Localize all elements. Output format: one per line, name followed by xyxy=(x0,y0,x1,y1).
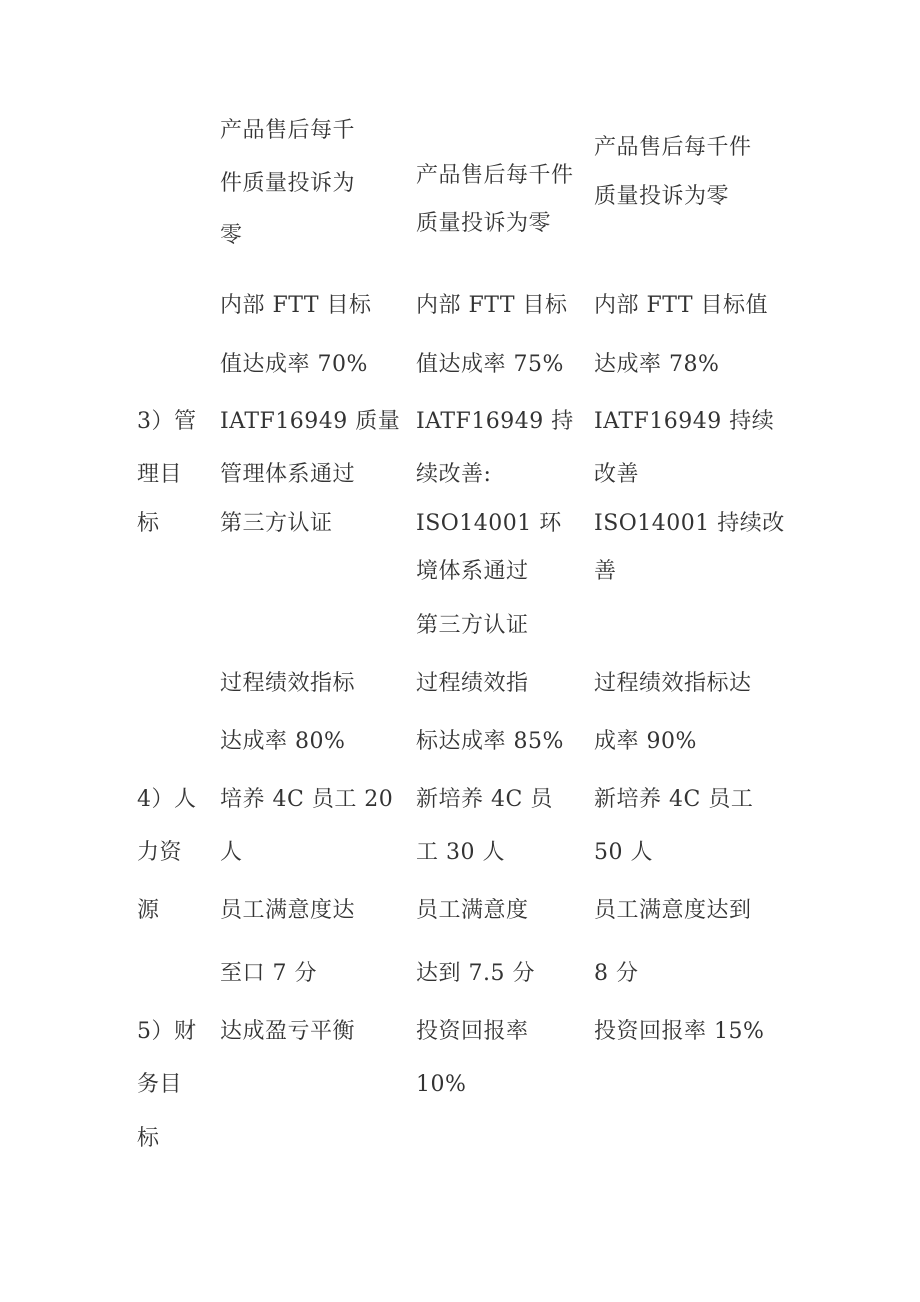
cell-text-line: 管理体系通过 xyxy=(220,462,356,487)
cell-text-line: 新培养 4C 员工 xyxy=(594,787,754,812)
cell-text-line: 50 人 xyxy=(594,840,653,865)
cell-text-line: 值达成率 75% xyxy=(416,352,564,377)
cell-text-line: 续改善: xyxy=(416,462,492,487)
cell-text-line: 内部 FTT 目标 xyxy=(220,293,372,318)
cell-text-line: ISO14001 持续改 xyxy=(594,511,785,536)
cell-text-line: IATF16949 持 xyxy=(416,409,574,434)
row-header-line: 务目 xyxy=(137,1072,183,1097)
cell-text-line: 新培养 4C 员 xyxy=(416,787,553,812)
cell-text-line: 投资回报率 xyxy=(416,1019,529,1044)
cell-text-line: 至口 7 分 xyxy=(220,961,317,986)
cell-text-line: 值达成率 70% xyxy=(220,352,368,377)
cell-text-line: 第三方认证 xyxy=(416,613,529,638)
cell-text-line: 内部 FTT 目标 xyxy=(416,293,568,318)
cell-text-line: 产品售后每千 xyxy=(220,118,356,143)
row-header-line: 标 xyxy=(137,1126,160,1151)
row-header-line: 5）财 xyxy=(137,1019,197,1044)
cell-text-line: 质量投诉为零 xyxy=(416,211,552,236)
cell-text-line: 过程绩效指标达 xyxy=(594,671,752,696)
cell-text-line: ISO14001 环 xyxy=(416,511,562,536)
cell-text-line: 标达成率 85% xyxy=(416,729,564,754)
cell-text-line: 10% xyxy=(416,1072,467,1097)
cell-text-line: 成率 90% xyxy=(594,729,697,754)
cell-text-line: 达成盈亏平衡 xyxy=(220,1019,356,1044)
cell-text-line: 过程绩效指 xyxy=(416,671,529,696)
row-header-line: 理目 xyxy=(137,462,183,487)
row-header-line: 力资 xyxy=(137,840,183,865)
cell-text-line: 达成率 80% xyxy=(220,729,346,754)
cell-text-line: 培养 4C 员工 20 xyxy=(220,787,394,812)
cell-text-line: 第三方认证 xyxy=(220,511,333,536)
row-header-line: 标 xyxy=(137,511,160,536)
row-header-line: 3）管 xyxy=(137,409,197,434)
cell-text-line: 内部 FTT 目标值 xyxy=(594,293,769,318)
cell-text-line: 员工满意度达到 xyxy=(594,898,752,923)
cell-text-line: 人 xyxy=(220,840,243,865)
cell-text-line: IATF16949 质量 xyxy=(220,409,401,434)
cell-text-line: 投资回报率 15% xyxy=(594,1019,765,1044)
cell-text-line: 员工满意度达 xyxy=(220,898,356,923)
cell-text-line: 零 xyxy=(220,223,243,248)
cell-text-line: 产品售后每千件 xyxy=(416,163,574,188)
cell-text-line: 件质量投诉为 xyxy=(220,171,356,196)
cell-text-line: IATF16949 持续 xyxy=(594,409,775,434)
cell-text-line: 工 30 人 xyxy=(416,840,505,865)
cell-text-line: 过程绩效指标 xyxy=(220,671,356,696)
cell-text-line: 员工满意度 xyxy=(416,898,529,923)
cell-text-line: 质量投诉为零 xyxy=(594,184,730,209)
cell-text-line: 产品售后每千件 xyxy=(594,135,752,160)
cell-text-line: 达到 7.5 分 xyxy=(416,961,535,986)
cell-text-line: 善 xyxy=(594,559,617,584)
cell-text-line: 境体系通过 xyxy=(416,559,529,584)
row-header-line: 4）人 xyxy=(137,787,197,812)
cell-text-line: 8 分 xyxy=(594,961,639,986)
cell-text-line: 达成率 78% xyxy=(594,352,720,377)
cell-text-line: 改善 xyxy=(594,462,640,487)
row-header-line: 源 xyxy=(137,898,160,923)
